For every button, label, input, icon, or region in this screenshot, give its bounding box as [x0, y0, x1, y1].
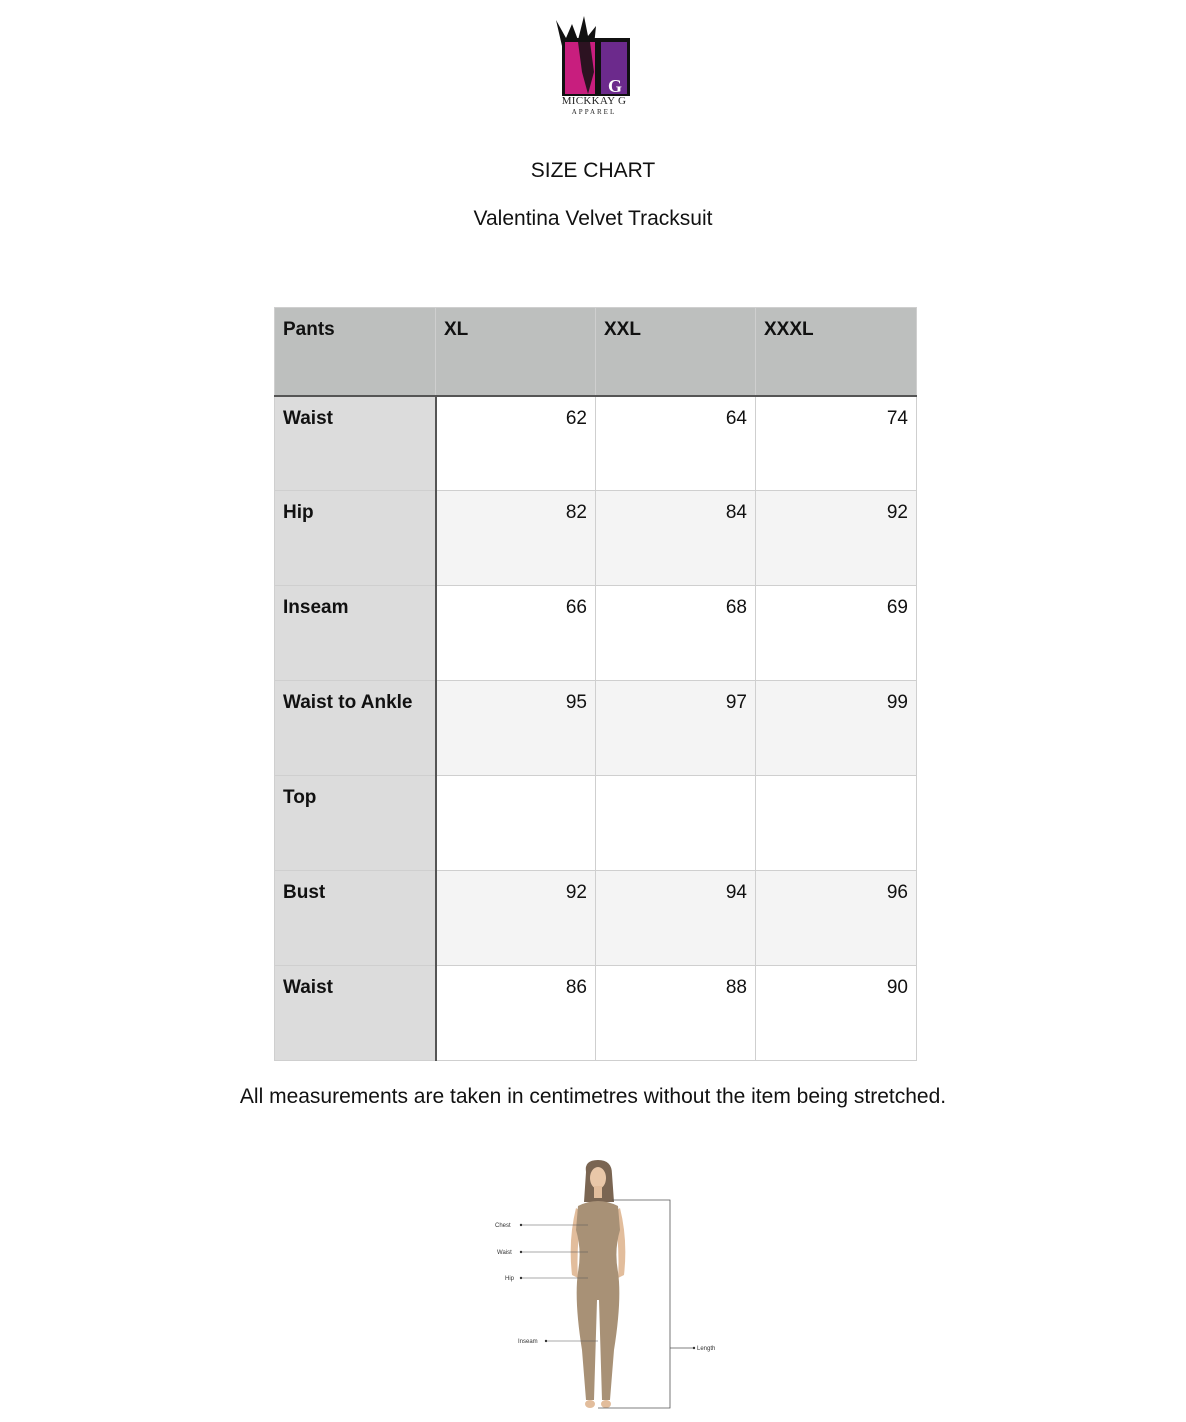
page-title: SIZE CHART: [530, 159, 656, 182]
bodysuit-shape: [576, 1201, 620, 1400]
table-cell: 97: [596, 681, 756, 776]
svg-text:G: G: [608, 76, 623, 96]
measurement-note: All measurements are taken in centimetres without the item being stretched.: [239, 1085, 947, 1108]
length-label: Length: [697, 1346, 716, 1352]
table-row: [275, 966, 917, 1061]
table-row: [275, 586, 917, 681]
table-cell: 66: [436, 586, 596, 681]
chest-label: Chest: [495, 1223, 511, 1229]
row-label: Bust: [275, 871, 436, 966]
waist-label: Waist: [497, 1250, 512, 1256]
table-cell: [596, 776, 756, 871]
table-cell: 82: [436, 491, 596, 586]
size-chart-table: [274, 307, 917, 1061]
table-cell: 90: [756, 966, 917, 1061]
logo-letter-m: [562, 38, 630, 96]
column-header: XXXL: [756, 308, 917, 396]
table-cell: 74: [756, 396, 917, 491]
table-row: [275, 491, 917, 586]
table-row: [275, 396, 917, 491]
table-row: [275, 681, 917, 776]
row-label: Inseam: [275, 586, 436, 681]
table-cell: 92: [756, 491, 917, 586]
table-cell: 64: [596, 396, 756, 491]
table-cell: 84: [596, 491, 756, 586]
row-label: Waist: [275, 966, 436, 1061]
brand-subname: APPAREL: [571, 108, 617, 116]
table-row: [275, 776, 917, 871]
table-cell: 95: [436, 681, 596, 776]
row-label: Top: [275, 776, 436, 871]
table-cell: 86: [436, 966, 596, 1061]
face-shape: [590, 1167, 606, 1189]
table-cell: 88: [596, 966, 756, 1061]
table-cell: 92: [436, 871, 596, 966]
row-label: Waist: [275, 396, 436, 491]
brand-name: MICKKAY G: [561, 95, 627, 107]
row-label: Hip: [275, 491, 436, 586]
row-label: Waist to Ankle: [275, 681, 436, 776]
column-header: XL: [436, 308, 596, 396]
table-cell: 68: [596, 586, 756, 681]
table-cell: 96: [756, 871, 917, 966]
table-cell: 69: [756, 586, 917, 681]
table-cell: 62: [436, 396, 596, 491]
table-cell: 94: [596, 871, 756, 966]
table-row: [275, 871, 917, 966]
table-cell: 99: [756, 681, 917, 776]
product-name: Valentina Velvet Tracksuit: [473, 207, 713, 230]
table-cell: [436, 776, 596, 871]
table-cell: [756, 776, 917, 871]
body-measurement-figure: [480, 1150, 730, 1416]
column-header: Pants: [275, 308, 436, 396]
inseam-label: Inseam: [518, 1339, 538, 1345]
table-header-row: [275, 308, 917, 396]
hip-label: Hip: [505, 1276, 515, 1282]
column-header: XXL: [596, 308, 756, 396]
